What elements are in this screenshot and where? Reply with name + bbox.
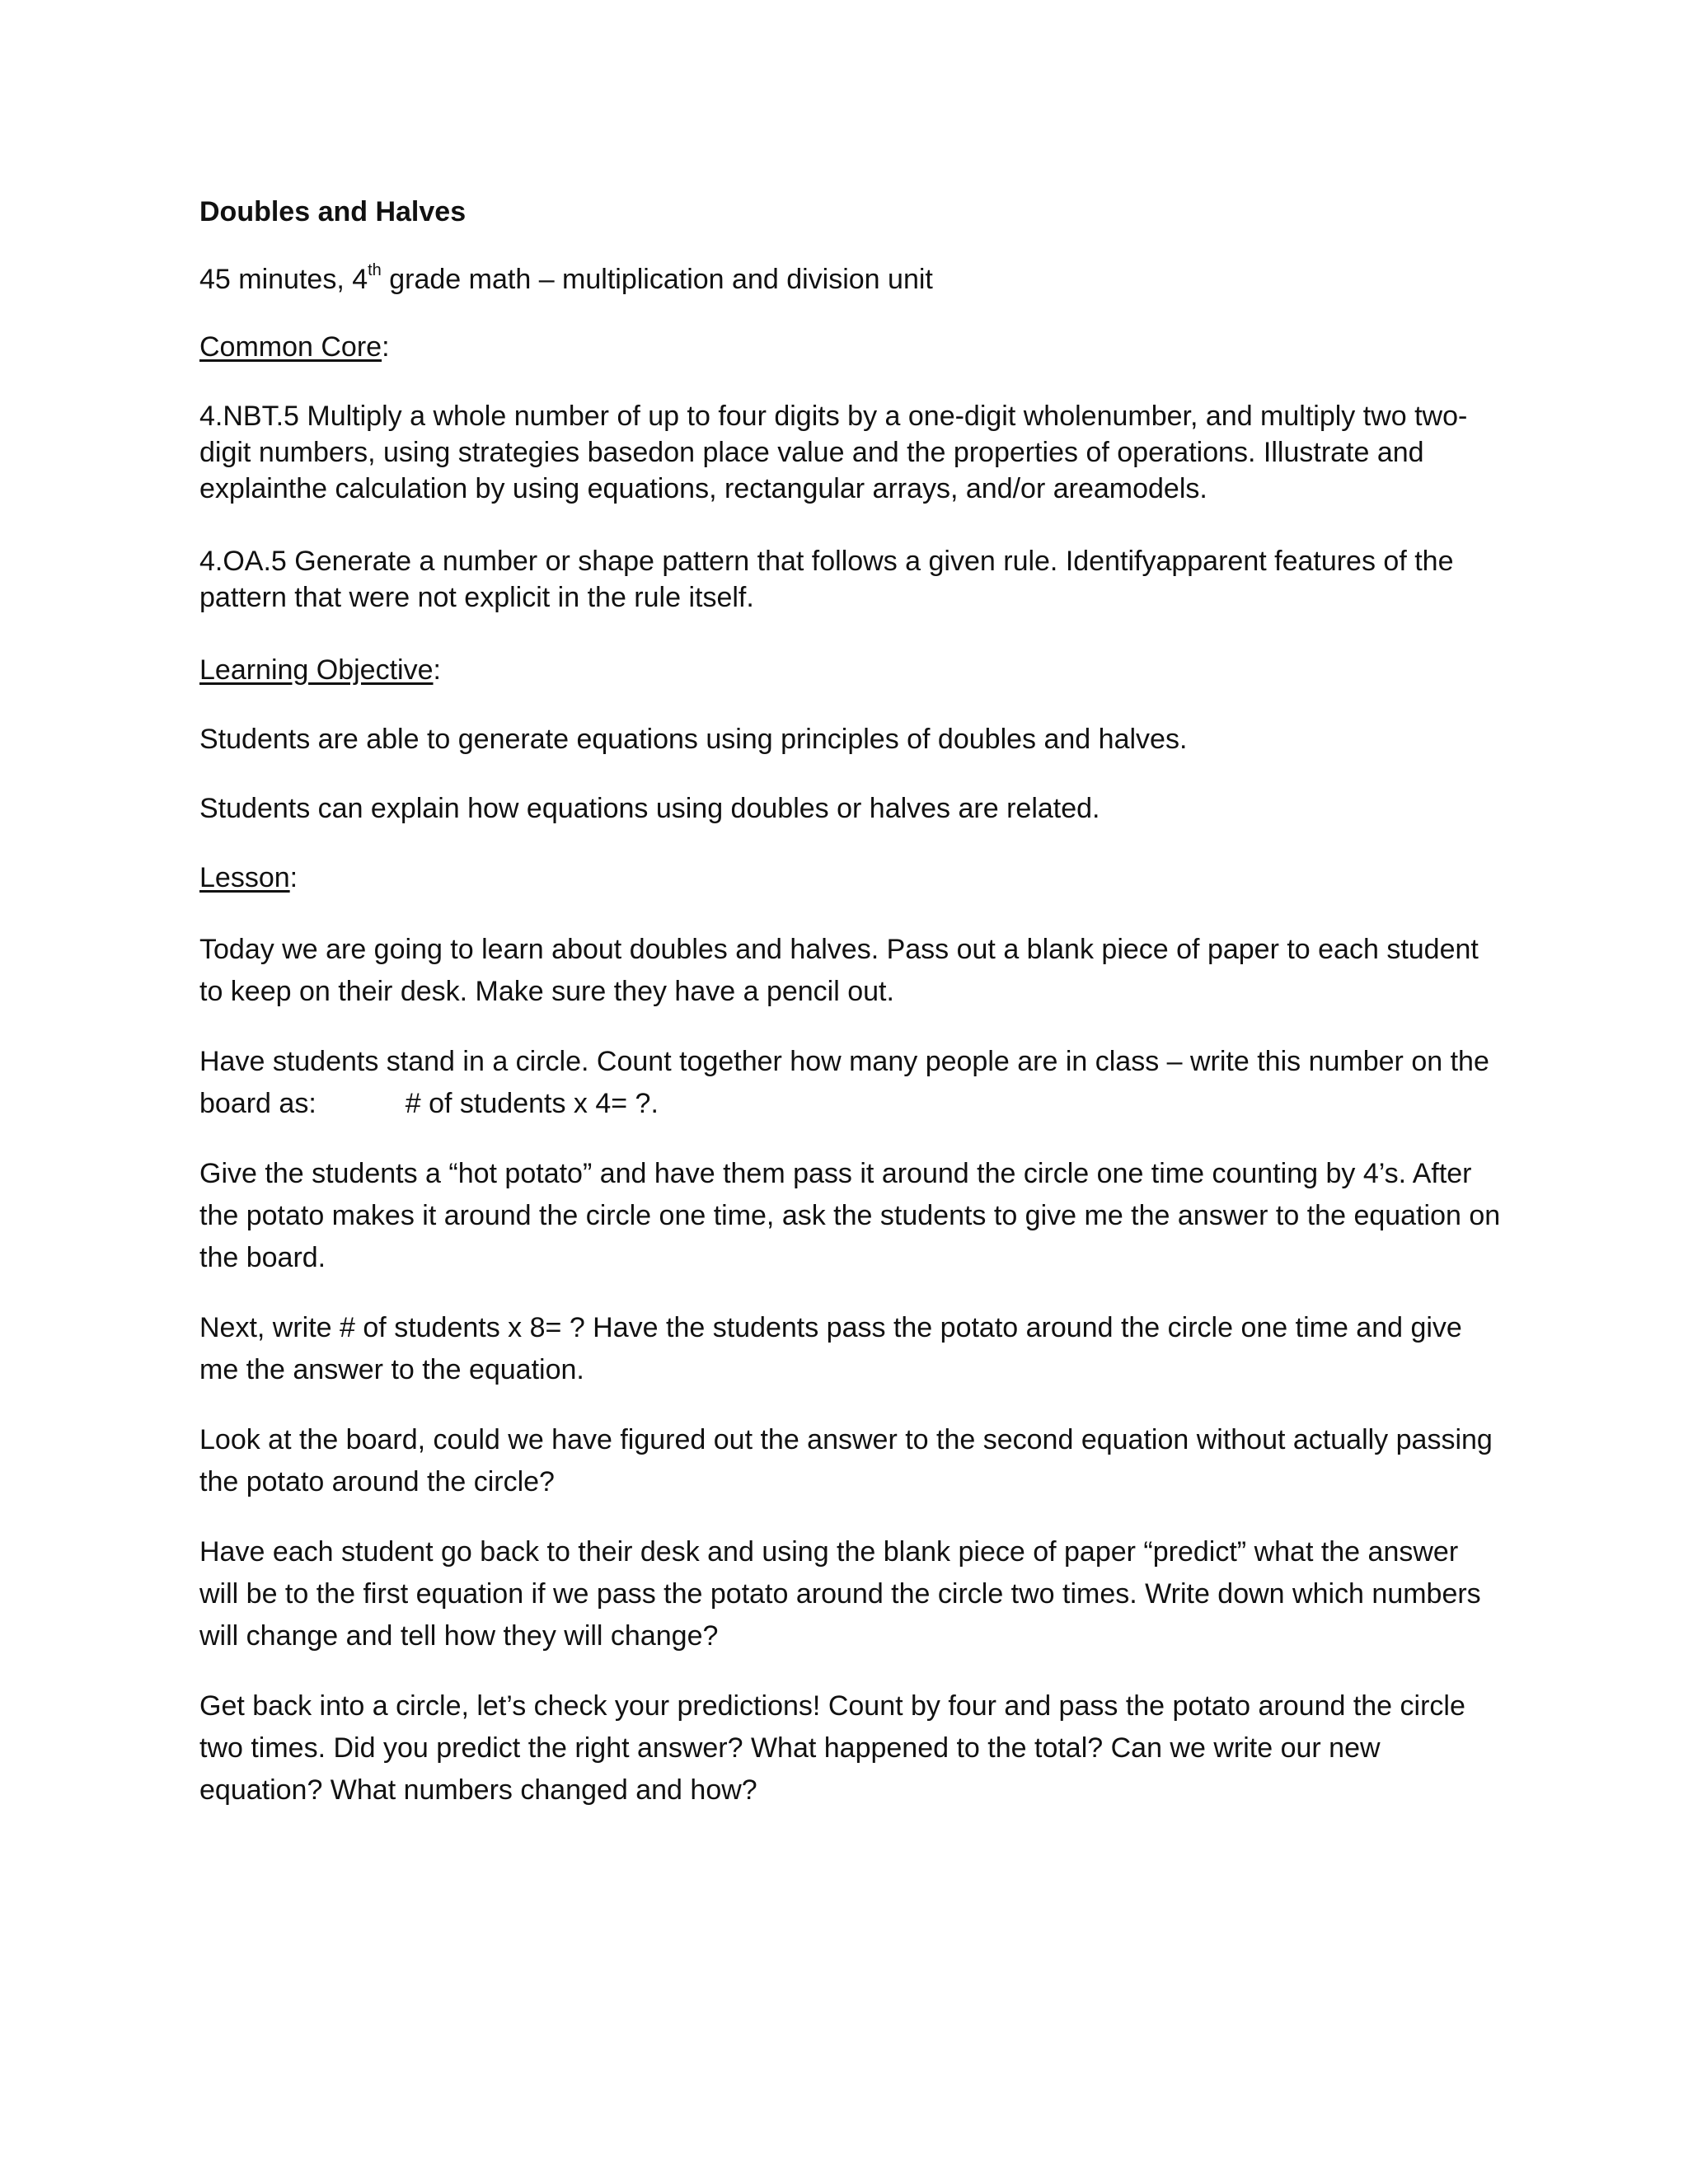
lesson-paragraph-look-board: Look at the board, could we have figured out the answer to the second equation without actually passing the potato around the circle?	[199, 1424, 1493, 1497]
common-core-heading-label: Common Core	[199, 331, 382, 363]
lesson-paragraph-next-equation: Next, write # of students x 8= ? Have the students pass the potato around the circle one time and give me the answer to the equation.	[199, 1312, 1462, 1385]
subtitle-unit: grade math – multiplication and division unit	[381, 264, 933, 295]
lesson-paragraph-predict: Have each student go back to their desk and using the blank piece of paper “predict” what the answer will be to the first equation if we pass the potato around the circle two times. Write down which numbers will change and tell how they will change?	[199, 1536, 1481, 1652]
learning-objective-item: Students can explain how equations using doubles or halves are related.	[199, 793, 1100, 824]
subtitle-ordinal-suffix: th	[368, 261, 382, 279]
learning-objective-heading	[199, 652, 1502, 688]
standard-4-nbt-5: 4.NBT.5 Multiply a whole number of up to four digits by a one-digit wholenumber, and multiply two two-digit numbers, using strategies basedon place value and the properties of operations. Illustrate and explainthe calculation by using equations, rectangular arrays, and/or areamodels.	[199, 401, 1468, 504]
learning-objective-item: Students are able to generate equations using principles of doubles and halves.	[199, 724, 1188, 755]
lesson-paragraph-hot-potato: Give the students a “hot potato” and have them pass it around the circle one time counting by 4’s. After the potato makes it around the circle one time, ask the students to give me the answer to the equation on the board.	[199, 1158, 1501, 1273]
document-title: Doubles and Halves	[199, 196, 467, 227]
lesson-heading-colon: :	[289, 862, 298, 893]
lesson-paragraph-check-predictions: Get back into a circle, let’s check your predictions! Count by four and pass the potato around the circle two times. Did you predict the right answer? What happened to the total? Can we write our new equation? What numbers changed and how?	[199, 1690, 1465, 1806]
document-body	[199, 194, 1502, 1840]
common-core-heading	[199, 329, 1502, 365]
lesson-paragraph-intro: Today we are going to learn about doubles and halves. Pass out a blank piece of paper to each student to keep on their desk. Make sure they have a pencil out.	[199, 934, 1479, 1007]
lesson-heading	[199, 860, 1502, 896]
learning-objective-heading-colon: :	[433, 654, 441, 686]
common-core-heading-colon: :	[382, 331, 390, 363]
lesson-paragraph-circle	[199, 1041, 1502, 1125]
lesson-circle-text: Have students stand in a circle. Count together how many people are in class – write this number on the board as:	[199, 1046, 1489, 1119]
standard-4-oa-5: 4.OA.5 Generate a number or shape pattern that follows a given rule. Identifyapparent features of the pattern that were not explicit in the rule itself.	[199, 546, 1454, 613]
learning-objective-heading-label: Learning Objective	[199, 654, 434, 686]
subtitle-duration: 45 minutes, 4	[199, 264, 368, 295]
lesson-circle-equation: # of students x 4= ?.	[405, 1088, 659, 1119]
document-subtitle	[199, 261, 1502, 298]
lesson-heading-label: Lesson	[199, 862, 290, 893]
